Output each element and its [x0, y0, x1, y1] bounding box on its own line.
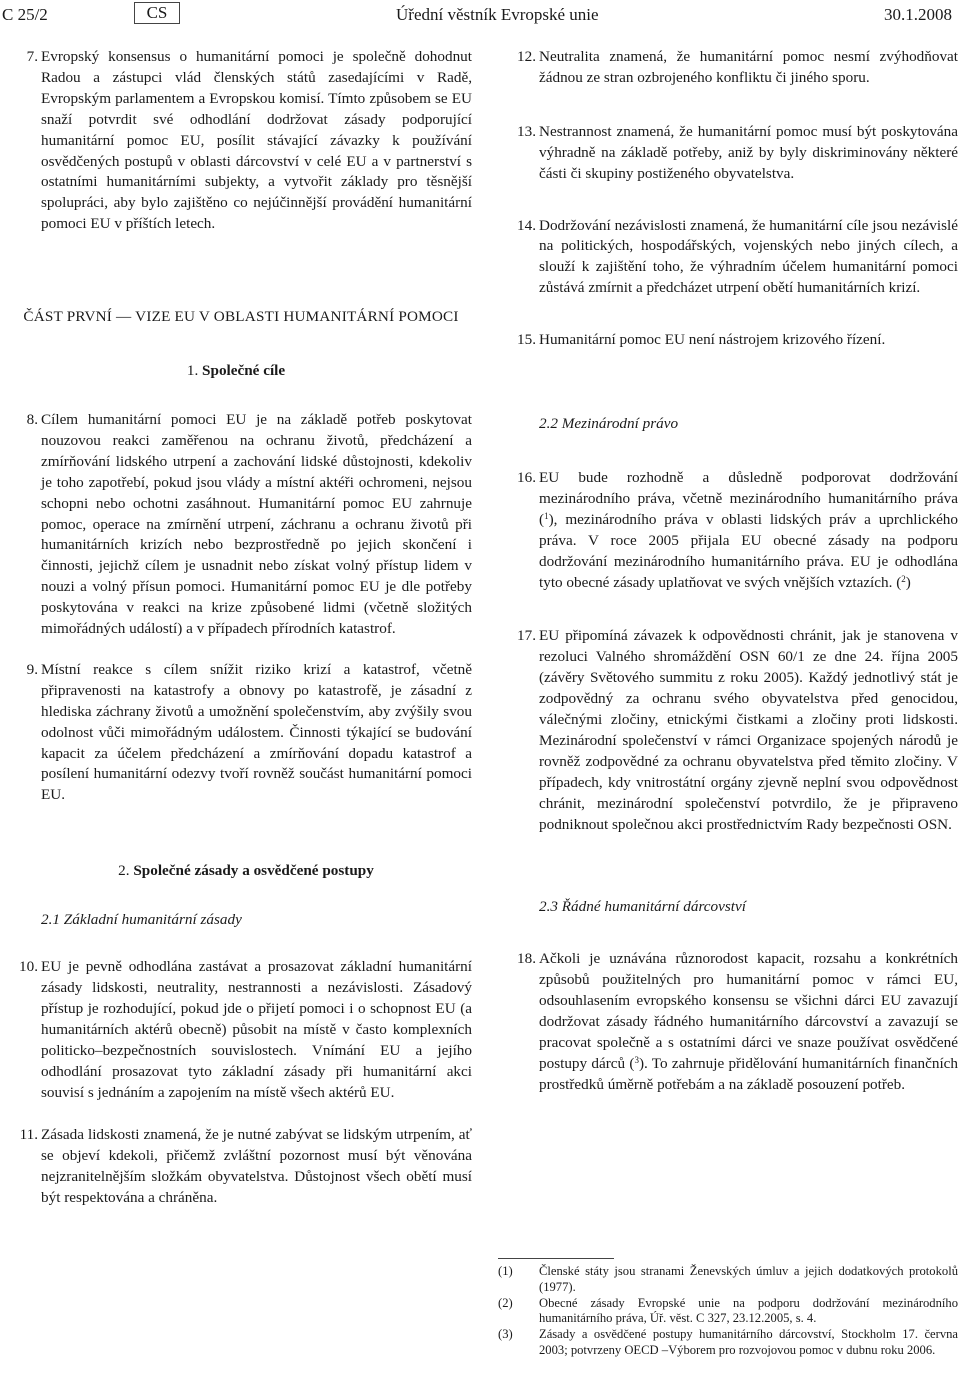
paragraph-16 [498, 468, 958, 593]
paragraph-text: Zásada lidskosti znamená, že je nutné zabývat se lidským utrpením, ať se objeví kdekoli, přičemž zvláštní pozornost musí být věnována nejzranitelnějším složkám obyvatelstva. Důstojnost všech obětí musí být respektována a chráněna. [41, 1126, 472, 1207]
paragraph-13 [498, 122, 958, 185]
footnote-ref[interactable]: 3 [634, 1054, 639, 1065]
footnote-2 [498, 1296, 958, 1328]
paragraph-15 [498, 330, 958, 351]
section-number: 1. [186, 362, 199, 380]
part-title: ČÁST PRVNÍ — VIZE EU V OBLASTI HUMANITÁRNÍ POMOCI [23, 308, 459, 326]
paragraph-text [539, 949, 958, 1095]
paragraph-number: 15. [517, 331, 536, 349]
paragraph-text: EU připomíná závazek k odpovědnosti chránit, jak je stanovena v rezoluci Valného shromáždění OSN 60/1 ze dne 24. října 2005 (závěry Světového summitu z roku 2005). Každý jednotlivý stát je zodpovědný za ochranu svého obyvatelstva před genocidou, válečnými zločiny, etnickými čistkami a zločiny proti lidskosti. Mezinárodní společenství v rámci Organizace spojených národů je rovněž zodpovědné za ochranu obyvatelstva před těmito zločiny. V případech, kdy vnitrostátní orgány zjevně neplní svou odpovědnost chránit, mezinárodní společenství potvrdilo, že je připraveno podniknout společnou akci prostřednictvím Rady bezpečnosti OSN. [539, 627, 958, 833]
paragraph-number: 11. [19, 1126, 38, 1144]
text-segment: ), mezinárodního práva v oblasti lidských práv a uprchlického práva. V roce 2005 přijala EU obecné zásady na podporu dodržování mezinárodního humanitárního práva. EU je odhodlána tyto obecné zásady uplatňovat ve svých vnějších vztazích. ( [539, 510, 958, 591]
paragraph-text: Místní reakce s cílem snížit riziko krizí a katastrof, včetně připravenosti na katastrofy a obnovy po katastrofě, je zásadní z hlediska záchrany životů a umožnění společenstvím, aby zvýšily svou odolnost vůči mimořádným událostem. Činnosti týkající se budování kapacit za účelem předcházení a zmírňování dopadu katastrof a posílení humanitární odezvy tvoří rovněž součást humanitární pomoci EU. [41, 660, 472, 804]
paragraph-number: 18. [517, 950, 536, 968]
subsection-2-3-heading: 2.3 Řádné humanitární dárcovství [539, 898, 746, 916]
footnote-text: Členské státy jsou stranami Ženevských úmluv a jejich dodatkových protokolů (1977). [539, 1264, 958, 1294]
text-segment: EU bude rozhodně a důsledně podporovat dodržování mezinárodního práva, včetně mezinárodního humanitárního práva ( [539, 468, 958, 528]
footnote-1 [498, 1264, 958, 1296]
section-number: 2. [118, 862, 130, 880]
paragraph-number: 9. [26, 660, 38, 678]
paragraph-text: Neutralita znamená, že humanitární pomoc nesmí zvýhodňovat žádnou ze stran ozbrojeného konfliktu či jiného sporu. [539, 48, 958, 86]
paragraph-14 [498, 216, 958, 300]
paragraph-text: Evropský konsensus o humanitární pomoci je společně dohodnut Radou a zástupci vlád členských států zasedajícími v Radě, Evropským parlamentem a Evropskou komisí. Tímto způsobem se EU snaží potvrdit své odhodlání dodržovat zásady podporující humanitární pomoc EU, posílit stávající závazky k používání osvědčených postupů v oblasti dárcovství v celé EU a v partnerství s ostatními humanitárními subjekty, a vytvořit základy pro těsnější spolupráci, aby bylo zajištěno co nejúčinnější provádění humanitární pomoci EU v příštích letech. [41, 48, 472, 233]
footnote-marker: (1) [498, 1264, 513, 1278]
footnote-divider [498, 1258, 614, 1259]
section-2-heading [0, 861, 472, 882]
paragraph-text: EU je pevně odhodlána zastávat a prosazovat základní humanitární zásady lidskosti, neutrality, nestrannosti a nezávislosti. Zásadový přístup je rozhodující, pokud jde o přijetí pomoci i o schopnost EU (a humanitárních aktérů obecně) působit na místě v často komplexních politicko–bezpečnostních souvislostech. Vnímání EU a jejího odhodlání prosazovat tyto základní zásady při humanitární akci souvisí s jednáním a zapojením na místě všech aktérů EU. [41, 958, 472, 1101]
footnote-3 [498, 1327, 958, 1359]
section-1-heading [0, 361, 472, 382]
footnotes [498, 1264, 958, 1359]
page-reference: C 25/2 [2, 5, 48, 24]
page-header [0, 0, 960, 40]
subsection-2-2-heading: 2.2 Mezinárodní právo [539, 415, 679, 433]
section-title: Společné cíle [202, 362, 286, 380]
paragraph-number: 16. [517, 468, 536, 486]
footnote-marker: (3) [498, 1327, 513, 1342]
section-title: Společné zásady a osvědčené postupy [133, 862, 374, 880]
paragraph-text: Cílem humanitární pomoci EU je na základě potřeb poskytovat nouzovou reakci zaměřenou na ochranu životů, předcházení a zmírňování lidského utrpení a zachování lidské důstojnosti, kdekoliv je toho zapotřebí, pokud jsou vlády a místní aktéři ochromeni, nejsou schopni nebo ochotni zasáhnout. Humanitární pomoc EU zahrnuje pomoc, operace na zmírnění utrpení, záchranu a ochranu životů při humanitárních krizích nebo bezprostředně po jejich skončení i činnosti, jejichž cílem je usnadnit nebo získat volný přístup lidem v nouzi a volný přísun pomoci. Humanitární pomoc EU je dle potřeby poskytována v reakci na krize způsobené lidmi (včetně složitých mimořádných událostí) a v případech přírodních katastrof. [41, 410, 472, 638]
paragraph-11 [0, 1125, 472, 1209]
paragraph-18 [498, 949, 958, 1095]
paragraph-text: Humanitární pomoc EU není nástrojem krizového řízení. [539, 331, 886, 349]
footnote-text: Zásady a osvědčené postupy humanitárního dárcovství, Stockholm 17. června 2003; potvrzeny OECD –Výborem pro rozvojovou pomoc v dubnu roku 2006. [539, 1327, 958, 1357]
paragraph-7 [0, 47, 472, 235]
paragraph-number: 17. [517, 627, 536, 645]
left-column [0, 47, 472, 1209]
paragraph-number: 13. [517, 122, 536, 140]
paragraph-17 [498, 626, 958, 835]
subsection-2-1-heading: 2.1 Základní humanitární zásady [41, 911, 242, 929]
paragraph-9 [0, 660, 472, 806]
paragraph-number: 8. [26, 410, 38, 428]
footnote-marker: (2) [498, 1295, 513, 1310]
footnote-text: Obecné zásady Evropské unie na podporu dodržování mezinárodního humanitárního práva, Úř. věst. C 327, 23.12.2005, s. 4. [539, 1295, 958, 1326]
paragraph-number: 7. [26, 48, 38, 65]
paragraph-number: 12. [517, 48, 536, 65]
paragraph-text: Dodržování nezávislosti znamená, že humanitární cíle jsou nezávislé na politických, hospodářských, vojenských nebo jiných cílech, a slouží k zajištění toho, že výhradním účelem humanitární pomoci zůstává zmírnit a předcházet utrpení obětí humanitárních krizí. [539, 216, 958, 297]
publication-date: 30.1.2008 [884, 5, 952, 24]
right-column [498, 47, 958, 1096]
text-segment: ) [905, 573, 911, 591]
footnote-ref[interactable]: 2 [901, 573, 906, 584]
paragraph-number: 14. [517, 216, 536, 234]
paragraph-8 [0, 410, 472, 640]
text-segment: Ačkoli je uznávána různorodost kapacit, rozsahu a konkrétních způsobů použitelných pro humanitární pomoc v rámci EU, odsouhlasením evropského konsensu se všichni dárci EU zavazují dodržovat zásady řádného humanitárního dárcovství a zavazují se pracovat společně a s ostatními dárci ve snaze používat osvědčené postupy dárců ( [539, 950, 958, 1072]
footnote-ref[interactable]: 1 [544, 510, 549, 521]
paragraph-10 [0, 957, 472, 1103]
paragraph-number: 10. [19, 958, 38, 976]
paragraph-12 [498, 47, 958, 89]
paragraph-text: Nestrannost znamená, že humanitární pomoc musí být poskytována výhradně na základě potřeby, aniž by byly diskriminovány některé části či skupiny postiženého obyvatelstva. [539, 122, 958, 182]
paragraph-text [539, 468, 958, 593]
language-code-box: CS [134, 2, 180, 24]
journal-title: Úřední věstník Evropské unie [396, 5, 599, 24]
text-segment: ). To zahrnuje přidělování humanitárních finančních prostředků úměrně potřebám a na základě posouzení potřeb. [539, 1054, 959, 1093]
